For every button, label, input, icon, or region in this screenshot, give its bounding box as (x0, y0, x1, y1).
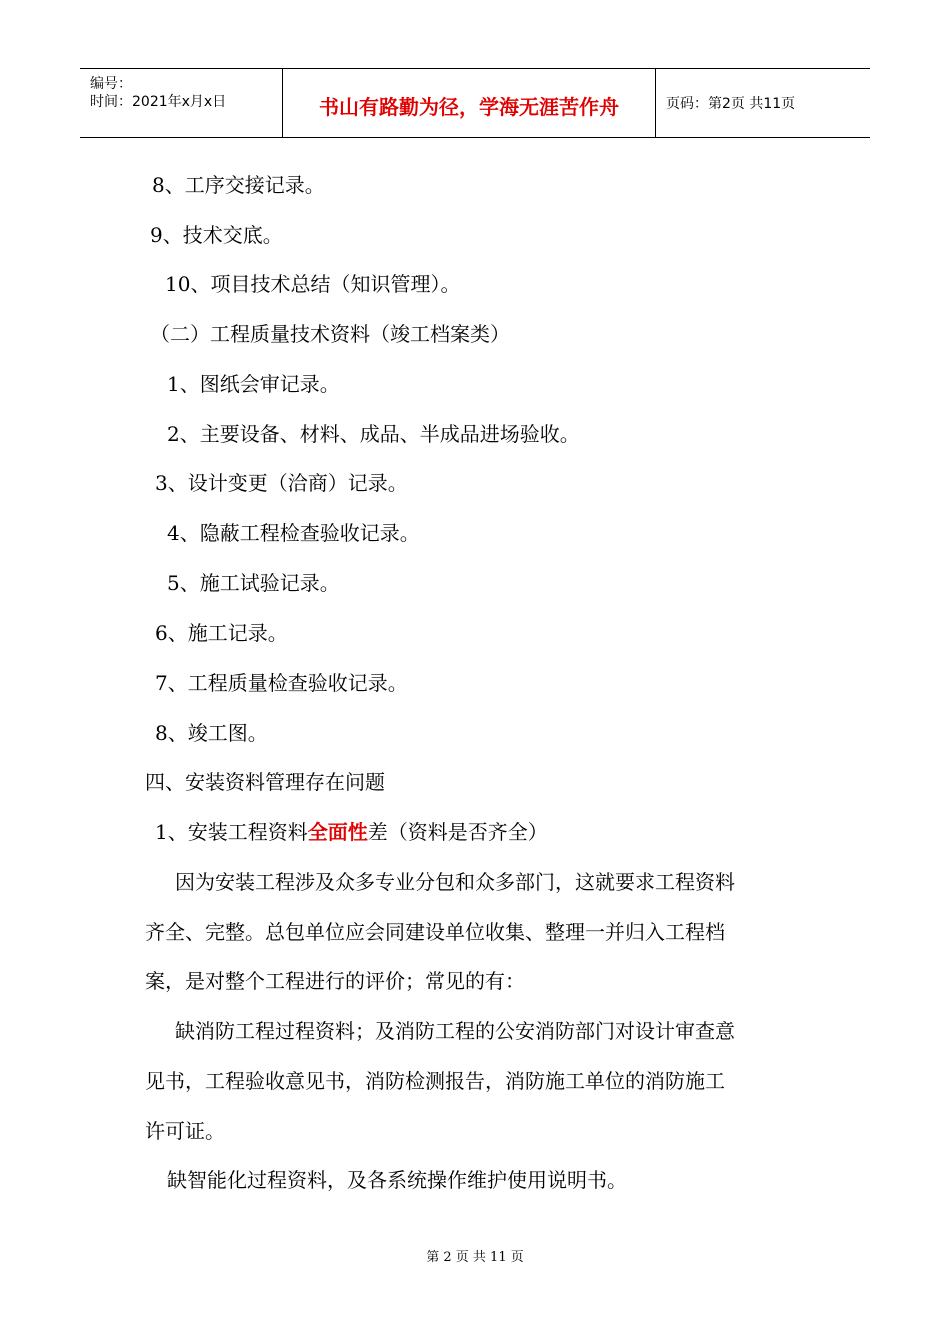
section-heading: （二）工程质量技术资料（竣工档案类） (150, 322, 510, 346)
line-text: 1、安装工程资料 (155, 820, 308, 844)
body-line: 6、施工记录。 (155, 621, 288, 645)
body-line: 3、设计变更（洽商）记录。 (155, 471, 408, 495)
page-header (80, 68, 870, 138)
paragraph-line: 齐全、完整。总包单位应会同建设单位收集、整理一并归入工程档 (145, 920, 725, 944)
header-slogan: 书山有路勤为径，学海无涯苦作舟 (319, 95, 619, 119)
body-line: 10、项目技术总结（知识管理）。 (165, 272, 461, 296)
document-number-label: 编号： (90, 76, 132, 92)
paragraph-line: 缺消防工程过程资料；及消防工程的公安消防部门对设计审查意 (175, 1019, 735, 1043)
body-line: 7、工程质量检查验收记录。 (155, 671, 408, 695)
body-line: 8、工序交接记录。 (152, 173, 325, 197)
section-heading: 四、安装资料管理存在问题 (145, 770, 385, 794)
header-page-cell (656, 69, 870, 137)
body-line: 1、图纸会审记录。 (167, 372, 340, 396)
header-slogan-cell (283, 69, 656, 137)
body-line: 8、竣工图。 (155, 721, 268, 745)
header-page-info: 页码：第2页 共11页 (666, 96, 796, 112)
body-line-highlighted (155, 819, 548, 845)
paragraph-line: 案，是对整个工程进行的评价；常见的有： (145, 969, 525, 993)
body-line: 2、主要设备、材料、成品、半成品进场验收。 (167, 422, 580, 446)
header-info-cell (80, 69, 283, 137)
paragraph-line: 许可证。 (145, 1119, 225, 1143)
paragraph-line: 缺智能化过程资料，及各系统操作维护使用说明书。 (167, 1168, 627, 1192)
body-line: 9、技术交底。 (150, 223, 283, 247)
highlight-text: 全面性 (307, 820, 368, 844)
line-text: 差（资料是否齐全） (367, 820, 548, 844)
document-time-label: 时间：2021年x月x日 (90, 94, 227, 110)
body-line: 4、隐蔽工程检查验收记录。 (167, 521, 420, 545)
page-footer: 第 2 页 共 11 页 (426, 1250, 524, 1265)
paragraph-line: 因为安装工程涉及众多专业分包和众多部门，这就要求工程资料 (175, 870, 735, 894)
paragraph-line: 见书，工程验收意见书，消防检测报告，消防施工单位的消防施工 (145, 1069, 725, 1093)
body-line: 5、施工试验记录。 (167, 571, 340, 595)
